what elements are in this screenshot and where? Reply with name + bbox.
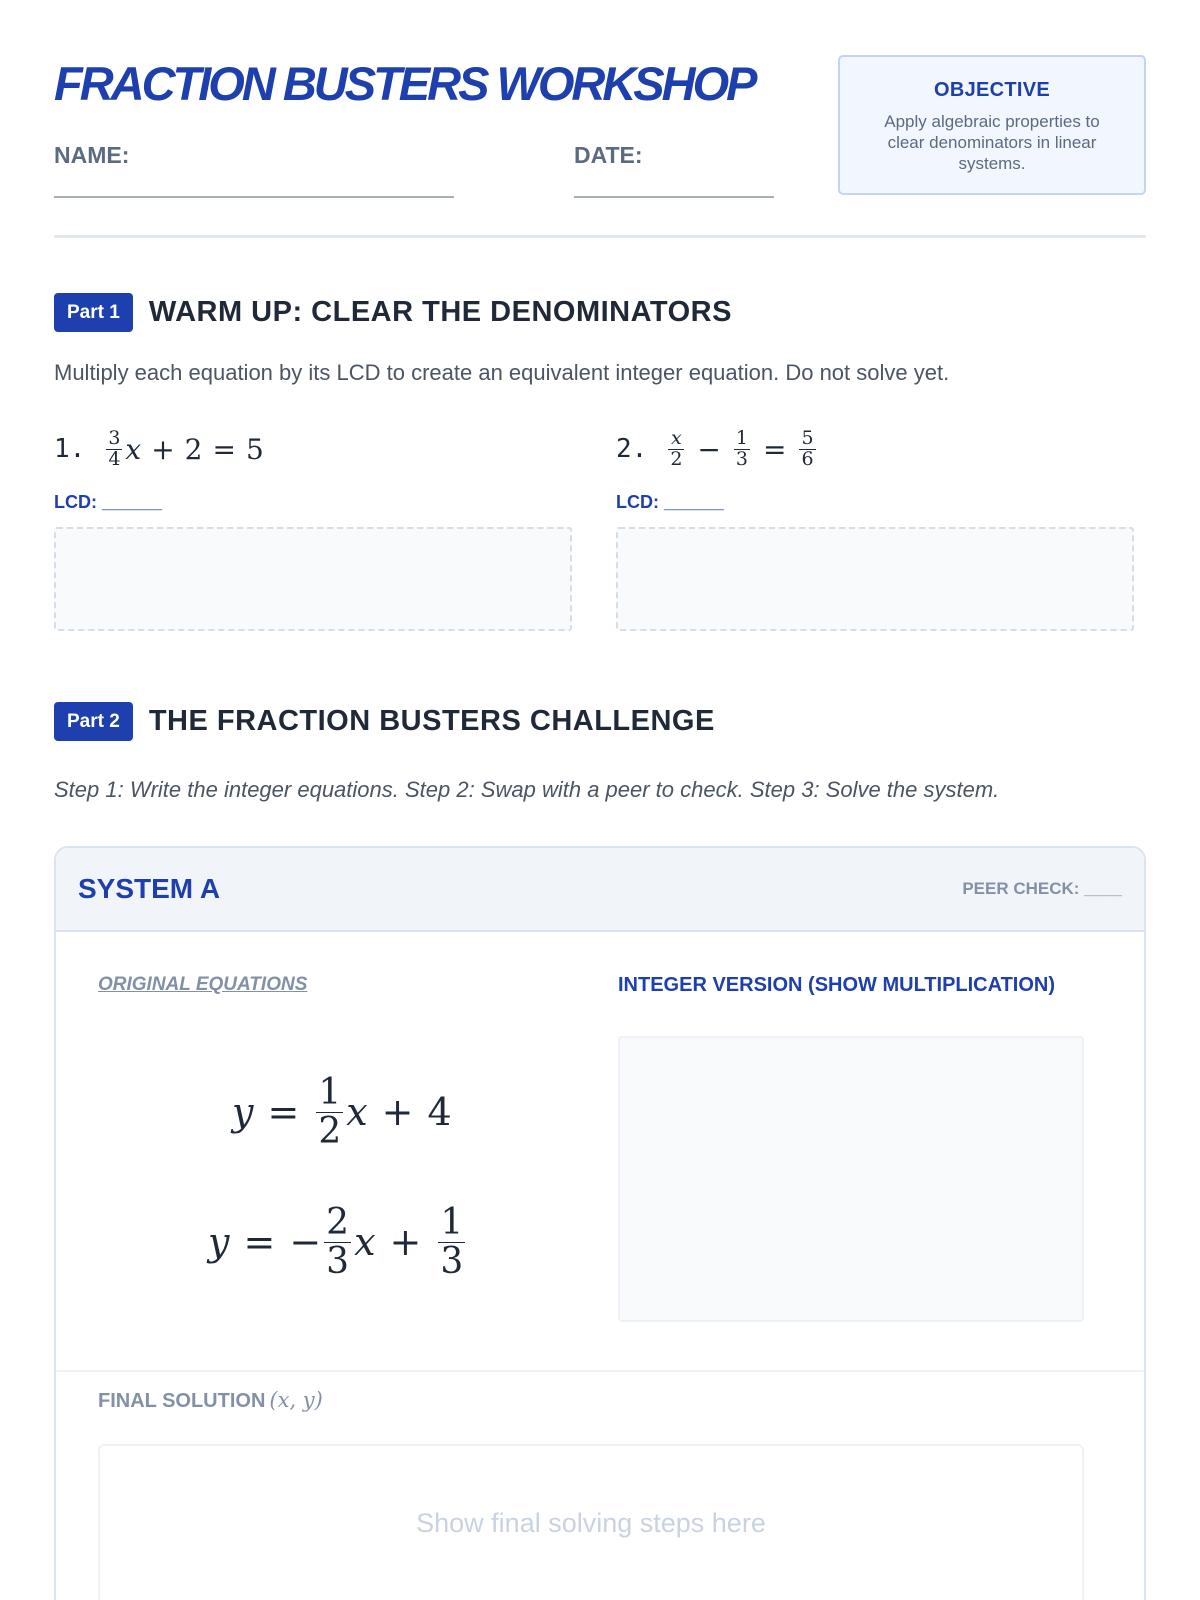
system-a-body bbox=[56, 932, 1144, 1372]
integer-version-work-area[interactable] bbox=[618, 1036, 1084, 1322]
warmup-problem-1 bbox=[54, 420, 572, 631]
date-label: DATE: bbox=[574, 142, 643, 168]
final-solution-math: (x, y) bbox=[269, 1388, 323, 1412]
worksheet-page bbox=[54, 0, 1146, 1538]
objective-box bbox=[838, 55, 1146, 195]
final-solution-placeholder: Show final solving steps here bbox=[416, 1508, 766, 1538]
problem-1-work-area[interactable] bbox=[54, 527, 572, 631]
part2-title: THE FRACTION BUSTERS CHALLENGE bbox=[148, 705, 715, 737]
part2-badge: Part 2 bbox=[54, 702, 133, 741]
part1-badge: Part 1 bbox=[54, 293, 133, 332]
original-equations-label: ORIGINAL EQUATIONS bbox=[98, 974, 308, 995]
part1-heading bbox=[54, 293, 732, 332]
system-a-header bbox=[56, 848, 1144, 932]
worksheet-header bbox=[54, 0, 1146, 238]
objective-title: OBJECTIVE bbox=[933, 79, 1051, 101]
part1-title: WARM UP: CLEAR THE DENOMINATORS bbox=[148, 296, 732, 328]
worksheet-title: FRACTION BUSTERS WORKSHOP bbox=[54, 57, 755, 110]
final-solution-label bbox=[98, 1388, 323, 1413]
objective-text: Apply algebraic properties to clear denominators in linear systems. bbox=[884, 112, 1100, 173]
part2-instruction: Step 1: Write the integer equations. Step 2: Swap with a peer to check. Step 3: Solve the system. bbox=[54, 777, 1000, 802]
problem-2-lcd[interactable]: LCD: ______ bbox=[616, 492, 725, 512]
name-write-line[interactable] bbox=[54, 196, 454, 198]
problem-2-work-area[interactable] bbox=[616, 527, 1134, 631]
problem-1-number: 1. bbox=[54, 434, 86, 464]
system-a-equation-1: y = $\frac{1}{2}$ x + 4 bbox=[232, 1072, 452, 1152]
part2-heading bbox=[54, 702, 715, 741]
system-a-title: SYSTEM A bbox=[78, 873, 221, 904]
problem-2-equation: 2. $\frac{x}{2}$ − $\frac{1}{3}$ = $\frac{5}{6}$ bbox=[616, 426, 814, 470]
system-a-equation-2: y = − $\frac{2}{3}$ x + $\frac{1}{3}$ bbox=[208, 1202, 464, 1282]
system-a-card bbox=[54, 846, 1146, 1600]
integer-version-label: INTEGER VERSION (SHOW MULTIPLICATION) bbox=[618, 974, 1056, 996]
part1-instruction: Multiply each equation by its LCD to create an equivalent integer equation. Do not solve yet. bbox=[54, 360, 950, 385]
final-solution-work-area[interactable] bbox=[98, 1444, 1084, 1600]
header-divider bbox=[54, 235, 1146, 238]
name-label: NAME: bbox=[54, 142, 130, 168]
problem-1-equation: 1. $\frac{3}{4}$ x + 2 = 5 bbox=[54, 426, 264, 470]
final-solution-text: FINAL SOLUTION bbox=[98, 1390, 266, 1412]
problem-1-lcd[interactable]: LCD: ______ bbox=[54, 492, 163, 512]
date-write-line[interactable] bbox=[574, 196, 774, 198]
problem-2-number: 2. bbox=[616, 434, 648, 464]
peer-check-field[interactable]: PEER CHECK: ____ bbox=[962, 879, 1122, 898]
warmup-problem-2 bbox=[616, 420, 1134, 631]
